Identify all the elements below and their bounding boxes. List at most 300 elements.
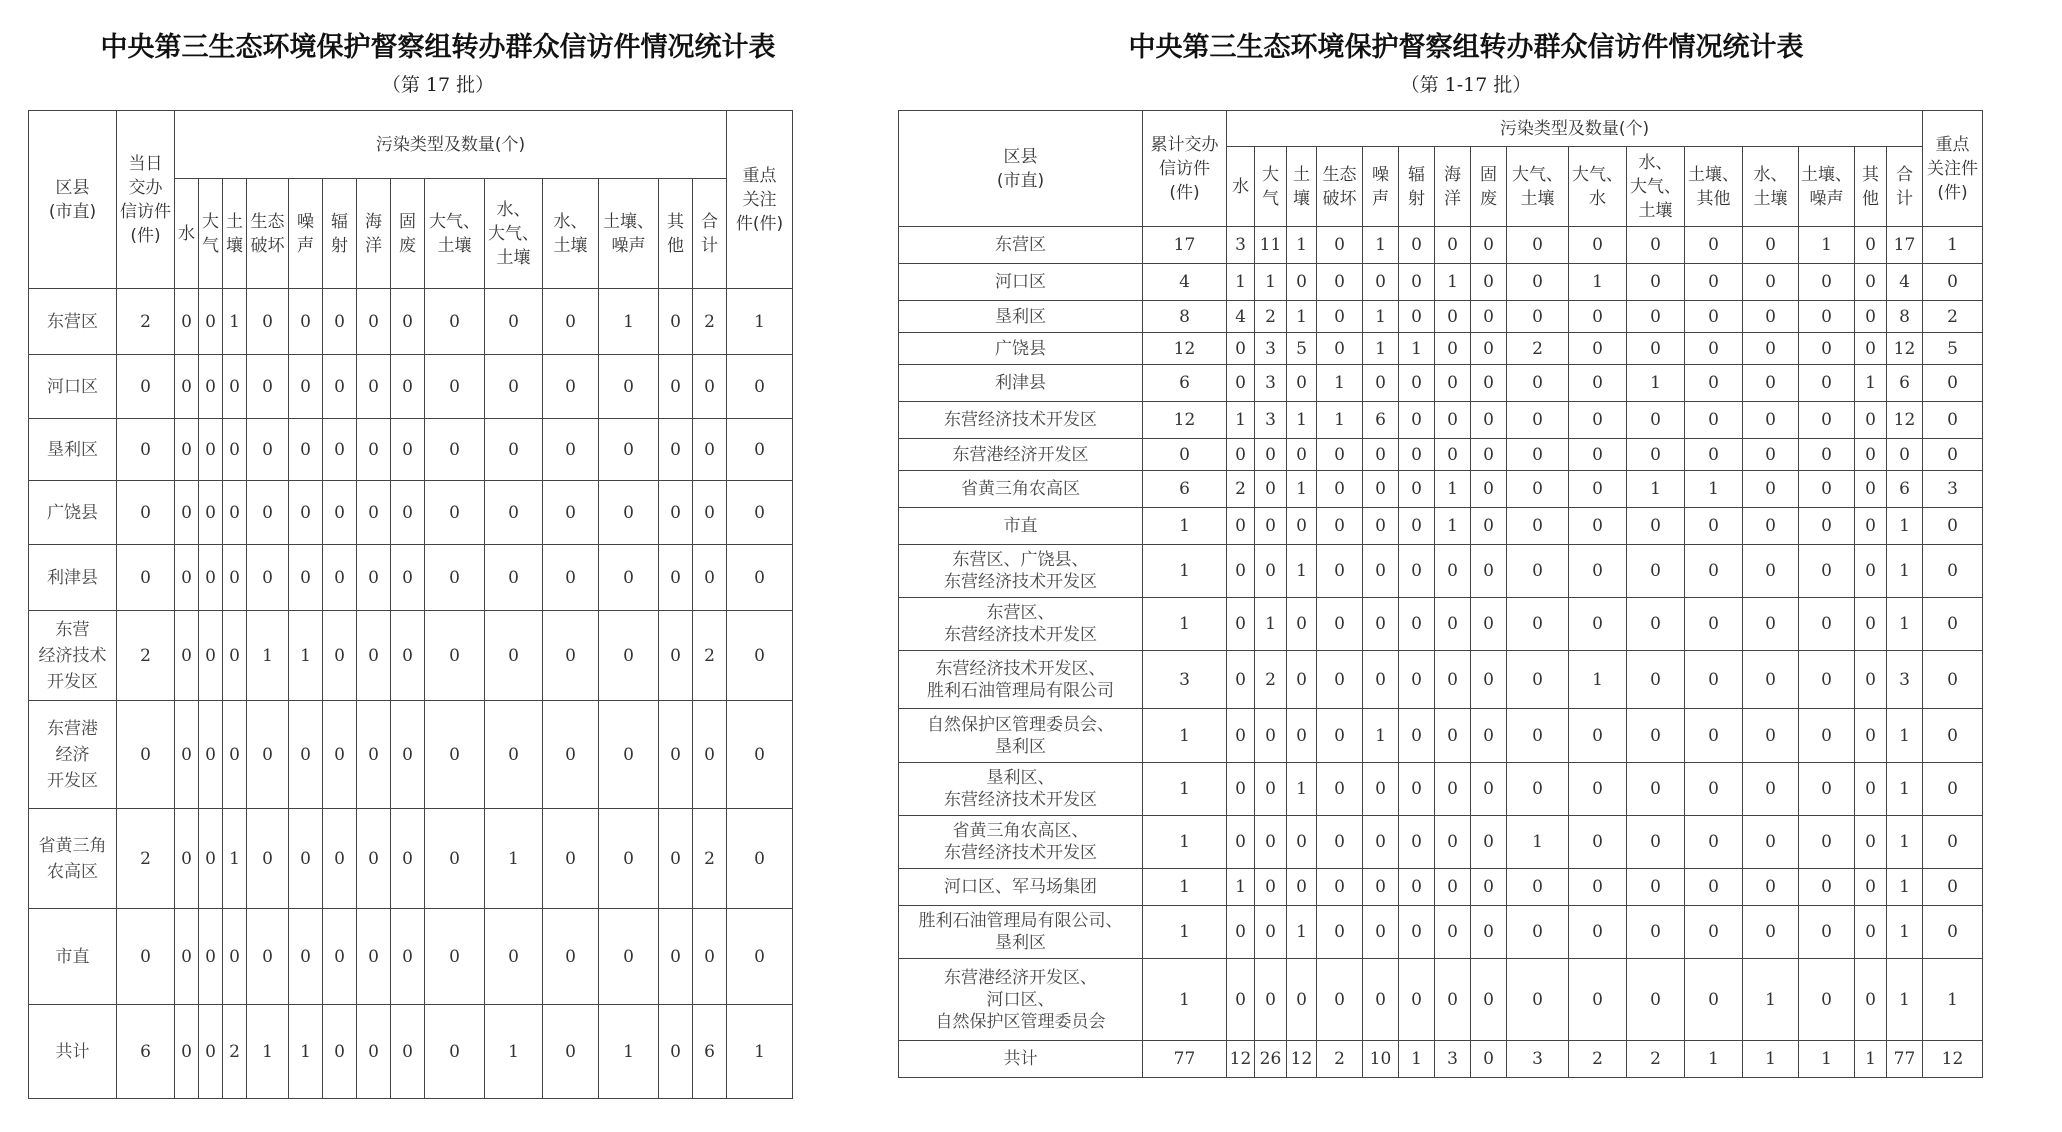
district-name-cell: 胜利石油管理局有限公司、 垦利区 (899, 906, 1143, 959)
pollution-count-cell: 0 (1743, 651, 1799, 709)
pollution-count-cell: 0 (357, 1005, 391, 1099)
pollution-count-cell: 0 (1743, 439, 1799, 471)
pollution-count-cell: 0 (1287, 816, 1317, 869)
left-table-subtitle: （第 17 批） (381, 74, 495, 96)
pollution-count-cell: 0 (659, 1005, 693, 1099)
pollution-count-cell: 0 (599, 701, 659, 809)
pollution-count-cell: 12 (1287, 1041, 1317, 1078)
pollution-count-cell: 0 (1399, 906, 1435, 959)
district-name-cell: 垦利区、 东营经济技术开发区 (899, 763, 1143, 816)
pollution-count-cell: 0 (1799, 301, 1855, 333)
pollution-count-cell: 0 (1435, 545, 1471, 598)
pollution-count-cell: 0 (425, 545, 485, 611)
pollution-count-cell: 0 (425, 481, 485, 545)
pollution-count-cell: 0 (289, 419, 323, 481)
pollution-count-cell: 1 (1887, 709, 1923, 763)
pollution-count-cell: 0 (199, 481, 223, 545)
pollution-count-cell: 0 (693, 701, 727, 809)
pollution-count-cell: 0 (1435, 333, 1471, 365)
table-row (899, 598, 1983, 651)
pollution-count-cell: 0 (1317, 763, 1363, 816)
key-concern-header: 重点 关注 件(件) (727, 111, 793, 289)
district-name-cell: 东营港经济开发区、 河口区、 自然保护区管理委员会 (899, 959, 1143, 1041)
pollution-count-cell: 0 (391, 419, 425, 481)
pollution-count-cell: 1 (1287, 545, 1317, 598)
pollution-count-cell: 0 (659, 701, 693, 809)
pollution-count-cell: 0 (1855, 906, 1887, 959)
count-cell: 0 (117, 545, 175, 611)
pollution-count-cell: 0 (357, 909, 391, 1005)
pollution-count-cell: 0 (357, 701, 391, 809)
pollution-type-4-header: 生态 破坏 (247, 179, 289, 289)
pollution-count-cell: 0 (1287, 508, 1317, 545)
pollution-count-cell: 1 (1887, 508, 1923, 545)
pollution-count-cell: 0 (1471, 651, 1507, 709)
pollution-count-cell: 0 (1471, 333, 1507, 365)
pollution-count-cell: 0 (1799, 598, 1855, 651)
pollution-count-cell: 0 (247, 909, 289, 1005)
district-name-cell: 东营区、 东营经济技术开发区 (899, 598, 1143, 651)
pollution-count-cell: 0 (1507, 651, 1569, 709)
pollution-count-cell: 0 (1569, 545, 1627, 598)
pollution-count-cell: 0 (1627, 709, 1685, 763)
key-concern-cell: 0 (1923, 545, 1983, 598)
pollution-count-cell: 0 (175, 909, 199, 1005)
pollution-count-cell: 0 (1569, 508, 1627, 545)
district-name-cell: 东营区 (29, 289, 117, 355)
pollution-count-cell: 0 (1255, 471, 1287, 508)
pollution-count-cell: 0 (1399, 227, 1435, 264)
pollution-count-cell: 0 (1799, 365, 1855, 402)
pollution-count-cell: 1 (1227, 402, 1255, 439)
count-cell: 1 (1143, 869, 1227, 906)
pollution-count-cell: 0 (1435, 227, 1471, 264)
pollution-count-cell: 0 (1743, 227, 1799, 264)
pollution-count-cell: 0 (1685, 598, 1743, 651)
pollution-count-cell: 1 (1569, 651, 1627, 709)
pollution-count-cell: 0 (1317, 598, 1363, 651)
pollution-count-cell: 1 (1363, 227, 1399, 264)
table-row (899, 508, 1983, 545)
table-row (899, 545, 1983, 598)
pollution-count-cell: 0 (1855, 402, 1887, 439)
count-cell: 1 (1143, 508, 1227, 545)
pollution-count-cell: 0 (659, 289, 693, 355)
pollution-count-cell: 0 (175, 419, 199, 481)
pollution-count-cell: 0 (1471, 264, 1507, 301)
pollution-count-cell: 1 (1435, 508, 1471, 545)
pollution-count-cell: 0 (1569, 869, 1627, 906)
pollution-count-cell: 0 (1227, 816, 1255, 869)
pollution-count-cell: 0 (1287, 869, 1317, 906)
pollution-count-cell: 0 (1685, 402, 1743, 439)
pollution-count-cell: 1 (1363, 301, 1399, 333)
pollution-count-cell: 0 (599, 481, 659, 545)
pollution-count-cell: 0 (485, 545, 543, 611)
pollution-count-cell: 0 (1743, 333, 1799, 365)
pollution-type-13-header: 水、 土壤 (1743, 147, 1799, 227)
pollution-count-cell: 3 (1507, 1041, 1569, 1078)
pollution-count-cell: 0 (1507, 959, 1569, 1041)
pollution-type-8-header: 固 废 (391, 179, 425, 289)
pollution-count-cell: 1 (223, 809, 247, 909)
district-header: 区县 (市直) (899, 111, 1143, 227)
pollution-count-cell: 0 (1317, 869, 1363, 906)
pollution-count-cell: 0 (1569, 402, 1627, 439)
pollution-count-cell: 0 (1799, 545, 1855, 598)
pollution-count-cell: 0 (1569, 227, 1627, 264)
key-concern-cell: 0 (1923, 365, 1983, 402)
pollution-count-cell: 0 (1317, 545, 1363, 598)
pollution-count-cell: 0 (1317, 508, 1363, 545)
pollution-count-cell: 0 (1887, 439, 1923, 471)
pollution-count-cell: 2 (693, 289, 727, 355)
pollution-count-cell: 0 (1227, 763, 1255, 816)
pollution-count-cell: 1 (1569, 264, 1627, 301)
table-row (899, 763, 1983, 816)
pollution-count-cell: 0 (1743, 402, 1799, 439)
pollution-count-cell: 0 (1399, 763, 1435, 816)
pollution-count-cell: 0 (1317, 959, 1363, 1041)
pollution-count-cell: 0 (1227, 545, 1255, 598)
pollution-count-cell: 0 (599, 611, 659, 701)
district-name-cell: 东营区 (899, 227, 1143, 264)
pollution-count-cell: 2 (693, 809, 727, 909)
table-row (29, 1005, 793, 1099)
pollution-count-cell: 0 (1363, 598, 1399, 651)
pollution-count-cell: 0 (543, 809, 599, 909)
pollution-count-cell: 0 (1627, 301, 1685, 333)
key-concern-cell: 2 (1923, 301, 1983, 333)
pollution-count-cell: 0 (1855, 598, 1887, 651)
district-name-cell: 广饶县 (899, 333, 1143, 365)
pollution-count-cell: 0 (175, 809, 199, 909)
pollution-count-cell: 1 (1887, 763, 1923, 816)
pollution-type-10-header: 大气、 水 (1569, 147, 1627, 227)
pollution-count-cell: 1 (1743, 959, 1799, 1041)
key-concern-cell: 0 (1923, 869, 1983, 906)
pollution-count-cell: 0 (391, 701, 425, 809)
pollution-count-cell: 0 (425, 289, 485, 355)
pollution-count-cell: 0 (693, 545, 727, 611)
key-concern-cell: 5 (1923, 333, 1983, 365)
pollution-count-cell: 0 (357, 611, 391, 701)
count-cell: 2 (117, 611, 175, 701)
pollution-count-cell: 0 (1855, 869, 1887, 906)
pollution-type-2-header: 大 气 (1255, 147, 1287, 227)
pollution-type-16-header: 合 计 (1887, 147, 1923, 227)
pollution-count-cell: 0 (1227, 598, 1255, 651)
key-concern-cell: 0 (727, 355, 793, 419)
pollution-count-cell: 2 (1507, 333, 1569, 365)
pollution-count-cell: 0 (323, 355, 357, 419)
pollution-count-cell: 0 (247, 419, 289, 481)
district-name-cell: 东营港 经济 开发区 (29, 701, 117, 809)
pollution-count-cell: 0 (1507, 227, 1569, 264)
pollution-type-9-header: 大气、 土壤 (425, 179, 485, 289)
key-concern-cell: 0 (1923, 709, 1983, 763)
pollution-count-cell: 0 (1743, 471, 1799, 508)
pollution-count-cell: 1 (1287, 471, 1317, 508)
pollution-count-cell: 0 (1317, 651, 1363, 709)
pollution-count-cell: 2 (1627, 1041, 1685, 1078)
pollution-count-cell: 0 (1363, 264, 1399, 301)
pollution-count-cell: 0 (659, 481, 693, 545)
pollution-count-cell: 0 (485, 909, 543, 1005)
key-concern-cell: 0 (1923, 763, 1983, 816)
pollution-count-cell: 0 (599, 419, 659, 481)
pollution-count-cell: 0 (693, 481, 727, 545)
right-table-title: 中央第三生态环境保护督察组转办群众信访件情况统计表 (1128, 32, 1804, 63)
pollution-count-cell: 0 (1507, 709, 1569, 763)
pollution-count-cell: 0 (1399, 439, 1435, 471)
pollution-count-cell: 0 (1255, 545, 1287, 598)
pollution-count-cell: 0 (323, 1005, 357, 1099)
pollution-count-cell: 0 (323, 809, 357, 909)
pollution-type-8-header: 固 废 (1471, 147, 1507, 227)
count-cell: 17 (1143, 227, 1227, 264)
pollution-count-cell: 0 (1435, 816, 1471, 869)
count-cell: 1 (1143, 816, 1227, 869)
pollution-count-cell: 1 (1287, 763, 1317, 816)
district-name-cell: 东营经济技术开发区 (899, 402, 1143, 439)
pollution-count-cell: 0 (199, 701, 223, 809)
pollution-count-cell: 0 (1507, 869, 1569, 906)
pollution-count-cell: 0 (1363, 545, 1399, 598)
pollution-count-cell: 0 (659, 419, 693, 481)
pollution-count-cell: 0 (1799, 869, 1855, 906)
key-concern-cell: 0 (727, 419, 793, 481)
pollution-count-cell: 0 (1685, 906, 1743, 959)
pollution-count-cell: 0 (1627, 959, 1685, 1041)
table-row (899, 402, 1983, 439)
pollution-count-cell: 0 (1627, 439, 1685, 471)
pollution-count-cell: 0 (1507, 301, 1569, 333)
count-cell: 1 (1143, 959, 1227, 1041)
pollution-count-cell: 6 (1887, 471, 1923, 508)
pollution-count-cell: 26 (1255, 1041, 1287, 1078)
pollution-count-cell: 0 (693, 909, 727, 1005)
pollution-count-cell: 1 (1227, 264, 1255, 301)
pollution-count-cell: 0 (1627, 508, 1685, 545)
pollution-count-cell: 0 (543, 611, 599, 701)
table-row (899, 1041, 1983, 1078)
pollution-count-cell: 0 (391, 1005, 425, 1099)
pollution-count-cell: 10 (1363, 1041, 1399, 1078)
pollution-count-cell: 0 (1855, 508, 1887, 545)
pollution-count-cell: 1 (1287, 402, 1317, 439)
pollution-count-cell: 0 (1317, 301, 1363, 333)
district-name-cell: 省黄三角农高区 (899, 471, 1143, 508)
pollution-count-cell: 2 (1255, 301, 1287, 333)
pollution-count-cell: 0 (1363, 439, 1399, 471)
pollution-count-cell: 0 (1317, 264, 1363, 301)
pollution-count-cell: 2 (1255, 651, 1287, 709)
pollution-count-cell: 0 (693, 355, 727, 419)
pollution-count-cell: 0 (1435, 402, 1471, 439)
pollution-count-cell: 0 (1363, 869, 1399, 906)
pollution-count-cell: 0 (223, 545, 247, 611)
district-name-cell: 共计 (899, 1041, 1143, 1078)
pollution-count-cell: 0 (1471, 439, 1507, 471)
pollution-type-4-header: 生态 破坏 (1317, 147, 1363, 227)
pollution-count-cell: 1 (1227, 869, 1255, 906)
pollution-count-cell: 0 (1255, 816, 1287, 869)
district-name-cell: 河口区 (899, 264, 1143, 301)
pollution-count-cell: 1 (599, 1005, 659, 1099)
pollution-count-cell: 11 (1255, 227, 1287, 264)
pollution-count-cell: 0 (1743, 545, 1799, 598)
pollution-count-cell: 0 (1627, 402, 1685, 439)
table-row (899, 959, 1983, 1041)
district-name-cell: 东营经济技术开发区、 胜利石油管理局有限公司 (899, 651, 1143, 709)
pollution-count-cell: 1 (1435, 471, 1471, 508)
pollution-count-cell: 0 (1471, 365, 1507, 402)
pollution-count-cell: 0 (1471, 1041, 1507, 1078)
count-cell: 2 (117, 809, 175, 909)
pollution-count-cell: 0 (1471, 959, 1507, 1041)
pollution-count-cell: 0 (199, 611, 223, 701)
key-concern-cell: 1 (1923, 227, 1983, 264)
pollution-count-cell: 0 (289, 355, 323, 419)
pollution-count-cell: 0 (289, 289, 323, 355)
cumulative-count-header: 累计交办 信访件 (件) (1143, 111, 1227, 227)
pollution-type-1-header: 水 (175, 179, 199, 289)
key-concern-cell: 1 (1923, 959, 1983, 1041)
table-row (29, 809, 793, 909)
pollution-count-cell: 0 (1287, 959, 1317, 1041)
pollution-count-cell: 1 (1685, 471, 1743, 508)
pollution-count-cell: 0 (175, 481, 199, 545)
pollution-count-cell: 0 (391, 289, 425, 355)
pollution-type-2-header: 大 气 (199, 179, 223, 289)
table-row (899, 301, 1983, 333)
district-name-cell: 市直 (29, 909, 117, 1005)
table-row (29, 419, 793, 481)
left-statistics-table (28, 110, 793, 1099)
pollution-count-cell: 0 (199, 545, 223, 611)
pollution-count-cell: 2 (1317, 1041, 1363, 1078)
pollution-count-cell: 0 (1435, 301, 1471, 333)
pollution-count-cell: 0 (175, 611, 199, 701)
pollution-count-cell: 0 (289, 809, 323, 909)
pollution-count-cell: 1 (1887, 598, 1923, 651)
pollution-count-cell: 0 (1743, 869, 1799, 906)
count-cell: 4 (1143, 264, 1227, 301)
pollution-count-cell: 0 (1399, 598, 1435, 651)
pollution-count-cell: 0 (1255, 709, 1287, 763)
pollution-count-cell: 0 (543, 545, 599, 611)
district-name-cell: 垦利区 (29, 419, 117, 481)
pollution-count-cell: 0 (1363, 471, 1399, 508)
pollution-count-cell: 0 (1507, 402, 1569, 439)
count-cell: 0 (117, 419, 175, 481)
pollution-count-cell: 1 (1685, 1041, 1743, 1078)
count-cell: 77 (1143, 1041, 1227, 1078)
count-cell: 0 (117, 481, 175, 545)
pollution-count-cell: 0 (425, 909, 485, 1005)
pollution-count-cell: 0 (223, 611, 247, 701)
pollution-count-cell: 0 (1287, 365, 1317, 402)
pollution-count-cell: 1 (223, 289, 247, 355)
pollution-count-cell: 0 (1685, 227, 1743, 264)
pollution-type-5-header: 噪 声 (289, 179, 323, 289)
pollution-count-cell: 1 (247, 1005, 289, 1099)
pollution-count-cell: 0 (485, 611, 543, 701)
pollution-count-cell: 0 (1507, 545, 1569, 598)
key-concern-cell: 0 (727, 611, 793, 701)
pollution-type-6-header: 辐 射 (1399, 147, 1435, 227)
pollution-count-cell: 0 (1507, 471, 1569, 508)
pollution-count-cell: 0 (1399, 816, 1435, 869)
right-table-subtitle: （第 1-17 批） (1400, 74, 1532, 96)
pollution-count-cell: 0 (543, 481, 599, 545)
pollution-count-cell: 0 (1471, 906, 1507, 959)
pollution-count-cell: 0 (1799, 763, 1855, 816)
pollution-type-14-header: 合 计 (693, 179, 727, 289)
pollution-count-cell: 0 (1569, 301, 1627, 333)
pollution-count-cell: 0 (1435, 651, 1471, 709)
count-cell: 3 (1143, 651, 1227, 709)
pollution-count-cell: 0 (1855, 651, 1887, 709)
key-concern-cell: 0 (727, 481, 793, 545)
pollution-count-cell: 0 (323, 701, 357, 809)
pollution-count-cell: 0 (175, 701, 199, 809)
pollution-count-cell: 0 (1471, 763, 1507, 816)
pollution-count-cell: 0 (1399, 471, 1435, 508)
pollution-count-cell: 0 (1569, 439, 1627, 471)
pollution-count-cell: 0 (289, 481, 323, 545)
pollution-count-cell: 0 (1855, 227, 1887, 264)
pollution-count-cell: 0 (425, 701, 485, 809)
key-concern-cell: 1 (727, 289, 793, 355)
key-concern-cell: 3 (1923, 471, 1983, 508)
pollution-count-cell: 3 (1255, 402, 1287, 439)
pollution-count-cell: 1 (1799, 227, 1855, 264)
table-row (899, 709, 1983, 763)
pollution-count-cell: 0 (1569, 709, 1627, 763)
pollution-count-cell: 0 (289, 701, 323, 809)
pollution-count-cell: 1 (1743, 1041, 1799, 1078)
pollution-count-cell: 0 (1317, 709, 1363, 763)
pollution-count-cell: 0 (1569, 333, 1627, 365)
count-cell: 2 (117, 289, 175, 355)
pollution-count-cell: 1 (289, 611, 323, 701)
pollution-count-cell: 0 (1363, 906, 1399, 959)
pollution-count-cell: 1 (1255, 598, 1287, 651)
pollution-count-cell: 0 (1799, 709, 1855, 763)
pollution-count-cell: 0 (543, 419, 599, 481)
pollution-count-cell: 1 (1855, 1041, 1887, 1078)
pollution-count-cell: 12 (1227, 1041, 1255, 1078)
pollution-count-cell: 0 (1627, 227, 1685, 264)
district-name-cell: 利津县 (29, 545, 117, 611)
pollution-count-cell: 0 (1627, 763, 1685, 816)
pollution-count-cell: 0 (1399, 869, 1435, 906)
pollution-count-cell: 0 (1685, 508, 1743, 545)
pollution-count-cell: 2 (1569, 1041, 1627, 1078)
pollution-count-cell: 0 (1799, 402, 1855, 439)
pollution-count-cell: 0 (357, 419, 391, 481)
pollution-count-cell: 1 (289, 1005, 323, 1099)
pollution-count-cell: 0 (1627, 333, 1685, 365)
pollution-count-cell: 0 (1799, 816, 1855, 869)
pollution-count-cell: 0 (1743, 301, 1799, 333)
pollution-count-cell: 0 (659, 809, 693, 909)
pollution-count-cell: 1 (1799, 1041, 1855, 1078)
pollution-count-cell: 0 (1743, 906, 1799, 959)
pollution-count-cell: 3 (1255, 333, 1287, 365)
